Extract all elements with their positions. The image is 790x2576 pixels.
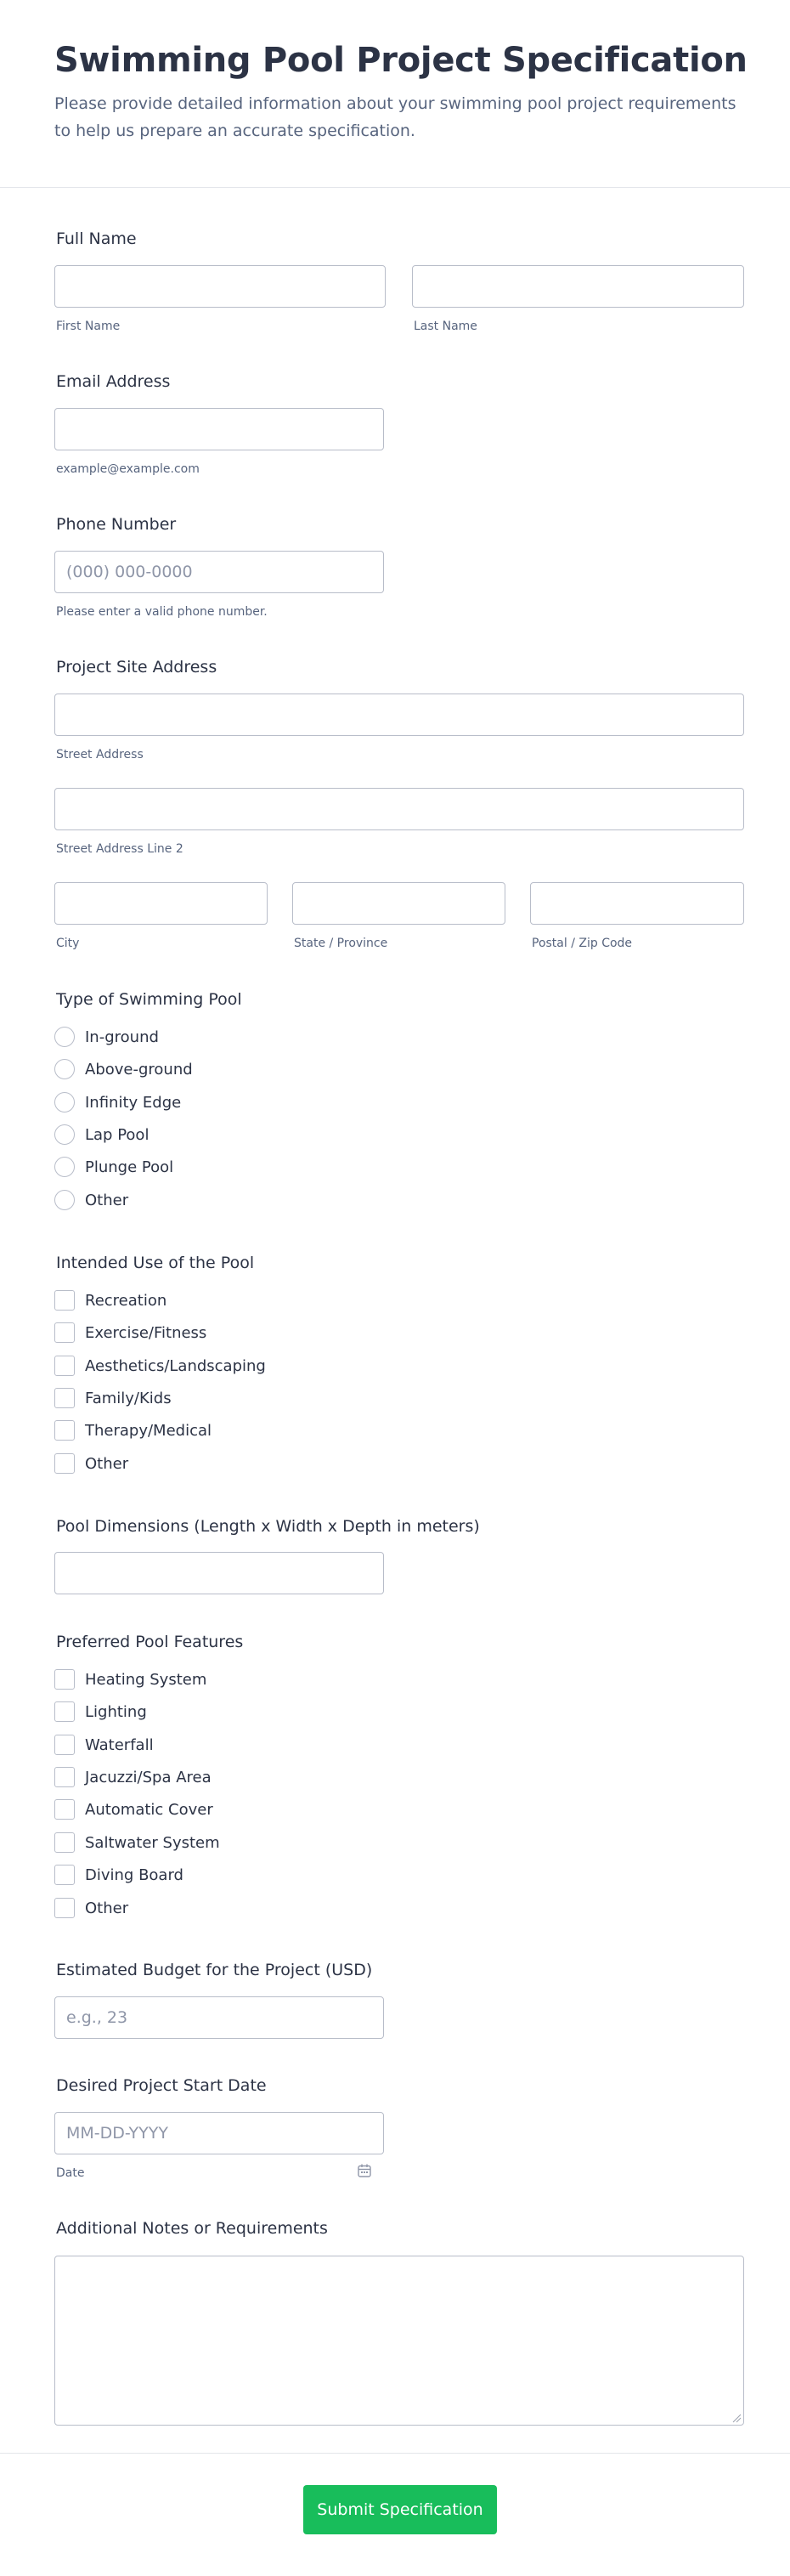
option-label: Automatic Cover bbox=[85, 1800, 213, 1819]
checkbox[interactable] bbox=[54, 1290, 75, 1311]
option-label: Exercise/Fitness bbox=[85, 1323, 207, 1342]
notes-label: Additional Notes or Requirements bbox=[56, 2219, 328, 2238]
last-name-sublabel: Last Name bbox=[414, 320, 477, 333]
calendar-icon[interactable] bbox=[357, 2163, 372, 2178]
option-label: Diving Board bbox=[85, 1865, 183, 1884]
radio-button[interactable] bbox=[54, 1092, 75, 1112]
option-label: Other bbox=[85, 1454, 129, 1473]
state-input[interactable] bbox=[292, 882, 505, 925]
intended-use-option[interactable] bbox=[54, 1387, 172, 1409]
option-label: Other bbox=[85, 1191, 129, 1209]
checkbox[interactable] bbox=[54, 1669, 75, 1690]
intended-use-option[interactable] bbox=[54, 1322, 206, 1344]
phone-sublabel: Please enter a valid phone number. bbox=[56, 605, 268, 619]
option-label: Waterfall bbox=[85, 1735, 154, 1754]
full-name-label: Full Name bbox=[56, 229, 137, 248]
feature-option[interactable] bbox=[54, 1734, 154, 1756]
zip-sublabel: Postal / Zip Code bbox=[532, 937, 633, 950]
street-address-input[interactable] bbox=[54, 694, 744, 736]
feature-option[interactable] bbox=[54, 1798, 213, 1820]
last-name-input[interactable] bbox=[412, 265, 744, 308]
intended-use-option[interactable] bbox=[54, 1289, 166, 1311]
option-label: Aesthetics/Landscaping bbox=[85, 1356, 266, 1375]
checkbox[interactable] bbox=[54, 1322, 75, 1343]
pool-type-label: Type of Swimming Pool bbox=[56, 990, 242, 1009]
dimensions-label: Pool Dimensions (Length x Width x Depth in meters) bbox=[56, 1517, 480, 1536]
city-input[interactable] bbox=[54, 882, 268, 925]
feature-option[interactable] bbox=[54, 1766, 212, 1788]
radio-button[interactable] bbox=[54, 1059, 75, 1079]
footer-divider bbox=[0, 2453, 790, 2454]
intended-use-option[interactable] bbox=[54, 1419, 212, 1441]
address-label: Project Site Address bbox=[56, 658, 217, 677]
intended-use-option[interactable] bbox=[54, 1355, 266, 1377]
feature-option[interactable] bbox=[54, 1897, 128, 1919]
option-label: Saltwater System bbox=[85, 1833, 220, 1852]
option-label: Infinity Edge bbox=[85, 1093, 182, 1112]
checkbox[interactable] bbox=[54, 1832, 75, 1853]
radio-button[interactable] bbox=[54, 1190, 75, 1210]
option-label: Above-ground bbox=[85, 1060, 193, 1079]
submit-button[interactable]: Submit Specification bbox=[303, 2485, 497, 2534]
page-title: Swimming Pool Project Specification bbox=[54, 41, 748, 80]
zip-input[interactable] bbox=[530, 882, 744, 925]
checkbox[interactable] bbox=[54, 1865, 75, 1885]
feature-option[interactable] bbox=[54, 1668, 206, 1690]
resize-handle-icon[interactable] bbox=[731, 2413, 742, 2423]
first-name-input[interactable] bbox=[54, 265, 386, 308]
radio-button[interactable] bbox=[54, 1124, 75, 1145]
checkbox[interactable] bbox=[54, 1420, 75, 1441]
checkbox[interactable] bbox=[54, 1701, 75, 1722]
city-sublabel: City bbox=[56, 937, 80, 950]
pool-type-option[interactable] bbox=[54, 1124, 149, 1146]
email-sublabel: example@example.com bbox=[56, 462, 200, 476]
email-field[interactable] bbox=[54, 408, 384, 450]
option-label: Lighting bbox=[85, 1702, 147, 1721]
feature-option[interactable] bbox=[54, 1864, 183, 1886]
pool-type-option[interactable] bbox=[54, 1156, 173, 1178]
notes-textarea[interactable] bbox=[54, 2256, 744, 2426]
option-label: Family/Kids bbox=[85, 1389, 172, 1407]
feature-option[interactable] bbox=[54, 1832, 220, 1854]
phone-label: Phone Number bbox=[56, 515, 177, 534]
checkbox[interactable] bbox=[54, 1898, 75, 1918]
checkbox[interactable] bbox=[54, 1453, 75, 1474]
checkbox[interactable] bbox=[54, 1767, 75, 1787]
feature-option[interactable] bbox=[54, 1701, 147, 1723]
first-name-sublabel: First Name bbox=[56, 320, 121, 333]
email-label: Email Address bbox=[56, 372, 171, 391]
start-date-input[interactable] bbox=[54, 2112, 384, 2154]
pool-type-option[interactable] bbox=[54, 1026, 159, 1048]
phone-input[interactable] bbox=[54, 551, 384, 593]
dimensions-input[interactable] bbox=[54, 1552, 384, 1594]
option-label: Jacuzzi/Spa Area bbox=[85, 1768, 212, 1786]
start-date-sublabel: Date bbox=[56, 2166, 85, 2180]
street-address-sublabel: Street Address bbox=[56, 748, 144, 761]
street-address-line2-input[interactable] bbox=[54, 788, 744, 830]
street-address-line2-sublabel: Street Address Line 2 bbox=[56, 842, 183, 856]
start-date-label: Desired Project Start Date bbox=[56, 2076, 267, 2095]
pool-type-option[interactable] bbox=[54, 1189, 128, 1211]
pool-type-option[interactable] bbox=[54, 1091, 181, 1113]
checkbox[interactable] bbox=[54, 1356, 75, 1376]
radio-button[interactable] bbox=[54, 1157, 75, 1177]
option-label: In-ground bbox=[85, 1028, 159, 1046]
radio-button[interactable] bbox=[54, 1027, 75, 1047]
intended-use-label: Intended Use of the Pool bbox=[56, 1254, 255, 1272]
intended-use-option[interactable] bbox=[54, 1452, 128, 1475]
form-header bbox=[0, 0, 790, 188]
option-label: Therapy/Medical bbox=[85, 1421, 212, 1440]
option-label: Other bbox=[85, 1899, 129, 1917]
state-sublabel: State / Province bbox=[294, 937, 388, 950]
option-label: Heating System bbox=[85, 1670, 207, 1689]
option-label: Lap Pool bbox=[85, 1125, 150, 1144]
pool-type-option[interactable] bbox=[54, 1058, 193, 1080]
features-label: Preferred Pool Features bbox=[56, 1633, 244, 1651]
checkbox[interactable] bbox=[54, 1735, 75, 1755]
option-label: Recreation bbox=[85, 1291, 167, 1310]
budget-input[interactable] bbox=[54, 1996, 384, 2039]
checkbox[interactable] bbox=[54, 1388, 75, 1408]
page-subtitle: Please provide detailed information about your swimming pool project requirements to help us prepare an accurate specification. bbox=[54, 94, 736, 140]
option-label: Plunge Pool bbox=[85, 1158, 174, 1176]
checkbox[interactable] bbox=[54, 1799, 75, 1820]
budget-label: Estimated Budget for the Project (USD) bbox=[56, 1961, 373, 1979]
